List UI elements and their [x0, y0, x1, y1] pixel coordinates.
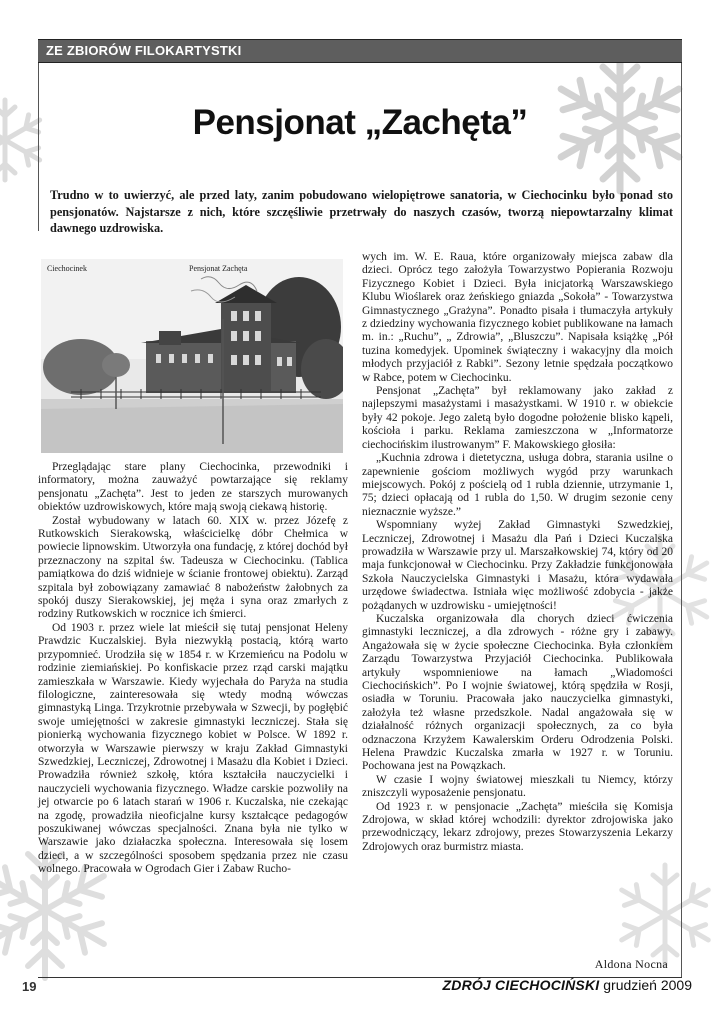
snowflake-decoration-icon — [610, 860, 720, 970]
article-paragraph: Został wybudowany w latach 60. XIX w. przez Józefę z Rutkowskich Sierakowską, właścicielkę dóbr Chełmica w powiecie lipnowskim. Utworzyła ona fundację, z której dochód był przeznaczony na szpital św. Tadeusza w Ciechocinku. (Tablica pamiątkowa do dziś widnieje w ścianie frontowej obiektu). Zarząd szpitala był zobowiązany zamawiać 8 nabożeństw żałobnych za spokój duszy Sierakowskiej, jej męża i syna oraz zmarłych z rodziny Rutkowskich w rocznice ich śmierci. — [38, 514, 348, 621]
article-paragraph: Kuczalska organizowała dla chorych dzieci ćwiczenia gimnastyki leczniczej, a dla zdrowych - różne gry i zabawy. Angażowała się w życie społeczne Ciechocinka. Była członkiem Zarządu Towarzystwa Przyjaciół Ciechocinka. Publikowała artykuły wspomnieniowe na łamach „Wiadomości Ciechocińskich”. Po I wojnie światowej, którą spędziła w Rosji, osiadła w Toruniu. Pracowała jako nauczycielka gimnastyki, założyła też własne przedszkole. Nadal angażowała się w działalność różnych organizacji społecznych, za co była odznaczona Krzyżem Kawalerskim Orderu Odrodzenia Polski. Helena Prawdzic Kuczalska zmarła w 1927 r. w Toruniu. Pochowana jest na Powązkach. — [362, 612, 673, 773]
article-title: Pensjonat „Zachęta” — [192, 103, 528, 142]
frame-left-line — [38, 61, 39, 231]
article-paragraph: Pensjonat „Zachęta” był reklamowany jako zakład z najlepszymi masażystami i masażystkami. W 1910 r. w obiekcie były 42 pokoje. Jego zaletą było dogodne położenie blisko kąpeli, kościoła i parku. Reklama zamieszczona w „Informatorze ciechocińskim ilustrowanym” F. Makowskiego głosiła: — [362, 385, 673, 451]
section-header-bar — [38, 39, 682, 63]
article-paragraph: W czasie I wojny światowej mieszkali tu Niemcy, którzy zniszczyli wyposażenie pensjonatu. — [362, 773, 673, 800]
page-number: 19 — [22, 979, 37, 994]
article-column-left — [38, 461, 348, 877]
article-column-right — [362, 251, 673, 854]
article-paragraph: wych im. W. E. Raua, które organizowały miejsca zabaw dla dzieci. Oprócz tego założyła Towarzystwo Popierania Rozwoju Fizycznego Kobiet i Dzieci. Była inicjatorką Warszawskiego Klubu Wioślarek oraz żeńskiego gniazda „Sokoła” - Towarzystwa Gimnastycznego „Grażyna”. Ponadto pisała i tłumaczyła artykuły z dziedziny wychowania fizycznego kobiet publikowane na łamach m. in.: „Ruchu”, „ Zdrowia”, „Bluszczu”. Napisała książkę „Pół tuzina komedyjek. Upominek świąteczny i wakacyjny dla moich młodych przyjaciół z Rabki”. Sezony letnie spędzała początkowo w Rabce, potem w Ciechocinku. — [362, 251, 673, 384]
article-paragraph: Od 1923 r. w pensjonacie „Zachęta” mieściła się Komisja Zdrojowa, w skład której wchodzili: dyrektor zdrojowiska jako przewodniczący, lekarz zdrojowy, prezes Stowarzyszenia Lekarzy Zdrojowych oraz burmistrz miasta. — [362, 800, 673, 853]
photo-caption-center: Pensjonat Zachęta — [189, 264, 248, 273]
frame-right-line — [681, 61, 682, 977]
article-paragraph: Od 1903 r. przez wiele lat mieścił się tutaj pensjonat Heleny Prawdzic Kuczalskiej. Była niezwykłą postacią, którą warto przypomnieć. Urodziła się w 1854 r. w Krzemieńcu na Podolu w rodzinie ziemiańskiej. Po konfiskacie przez rząd carski majątku zamieszkała w Warszawie. Kiedy wyjechała do Paryża na studia filologiczne, zainteresowała się wtedy modną wówczas gimnastyką Linga. Trzykrotnie przebywała w Szwecji, by pogłębić swoje umiejętności w zakresie gimnastyki leczniczej. Stała się pionierką wychowania fizycznego kobiet w Polsce. W 1892 r. otworzyła w Warszawie pierwszy w kraju Zakład Gimnastyki Szwedzkiej, Leczniczej, Zdrowotnej i Masażu dla Kobiet i Dzieci. Prowadziła również szkołę, która kształciła nauczycielki i nauczycieli wychowania fizycznego. Władze carskie pozwoliły na jej otwarcie po 6 latach starań w 1906 r. Kuczalska, nie czekając na zgodę, prowadziła nieoficjalne kursy kształcące pedagogów poszukiwanej wówczas specjalności. Znana była nie tylko w Warszawie jako działaczka społeczna. Interesowała się losem dzieci, a w szczególności sposobem spędzania przez nie czasu wolnego. Pracowała w Ogrodach Gier i Zabaw Rucho- — [38, 621, 348, 876]
footer-publication — [443, 977, 692, 993]
section-label: ZE ZBIORÓW FILOKARTYSTKI — [46, 43, 242, 58]
article-lead: Trudno w to uwierzyć, ale przed laty, zanim pobudowano wielopiętrowe sanatoria, w Ciechocinku było ponad sto pensjonatów. Najstarsze z nich, które szczęśliwie przetrwały do naszych czasów, tworzą niepowtarzalny klimat dawnego uzdrowiska. — [50, 188, 673, 235]
photo-caption-left: Ciechocinek — [47, 264, 87, 273]
article-paragraph: Wspomniany wyżej Zakład Gimnastyki Szwedzkiej, Leczniczej, Zdrowotnej i Masażu dla Pań i Dzieci Kuczalska prowadziła w Warszawie przy ul. Marszałkowskiej 74, który od 20 maja funkcjonował w Ciechocinku. Przy Zakładzie funkcjonowała Szkoła Nauczycielska Gimnastyki i Masażu, która wydawała urzędowe świadectwa. Istniała więc możliwość zdobycia - jakże pożądanych w uzdrowisku - umiejętności! — [362, 519, 673, 612]
publication-name: ZDRÓJ CIECHOCIŃSKI — [442, 977, 600, 993]
article-paragraph: Przeglądając stare plany Ciechocinka, przewodniki i informatory, można zauważyć powtarzające się reklamy pensjonatu „Zachęta”. Jest to jeden ze starszych murowanych obiektów uzdrowiskowych, które mają swoją ciekawą historię. — [38, 461, 348, 514]
postcard-photo — [41, 259, 343, 453]
issue-date: grudzień 2009 — [603, 977, 692, 993]
article-paragraph: „Kuchnia zdrowa i dietetyczna, usługa dobra, starania usilne o zapewnienie gościom możliwych wygód przy warunkach miejscowych. Pokój z pościelą od 1 rubla dziennie, utrzymanie 1, 75; dzieci opłacają od 1 rubla do 1,50. W drugim sezonie ceny nieznacznie wyższe.” — [362, 452, 673, 518]
author-signature: Aldona Nocna — [594, 957, 668, 971]
